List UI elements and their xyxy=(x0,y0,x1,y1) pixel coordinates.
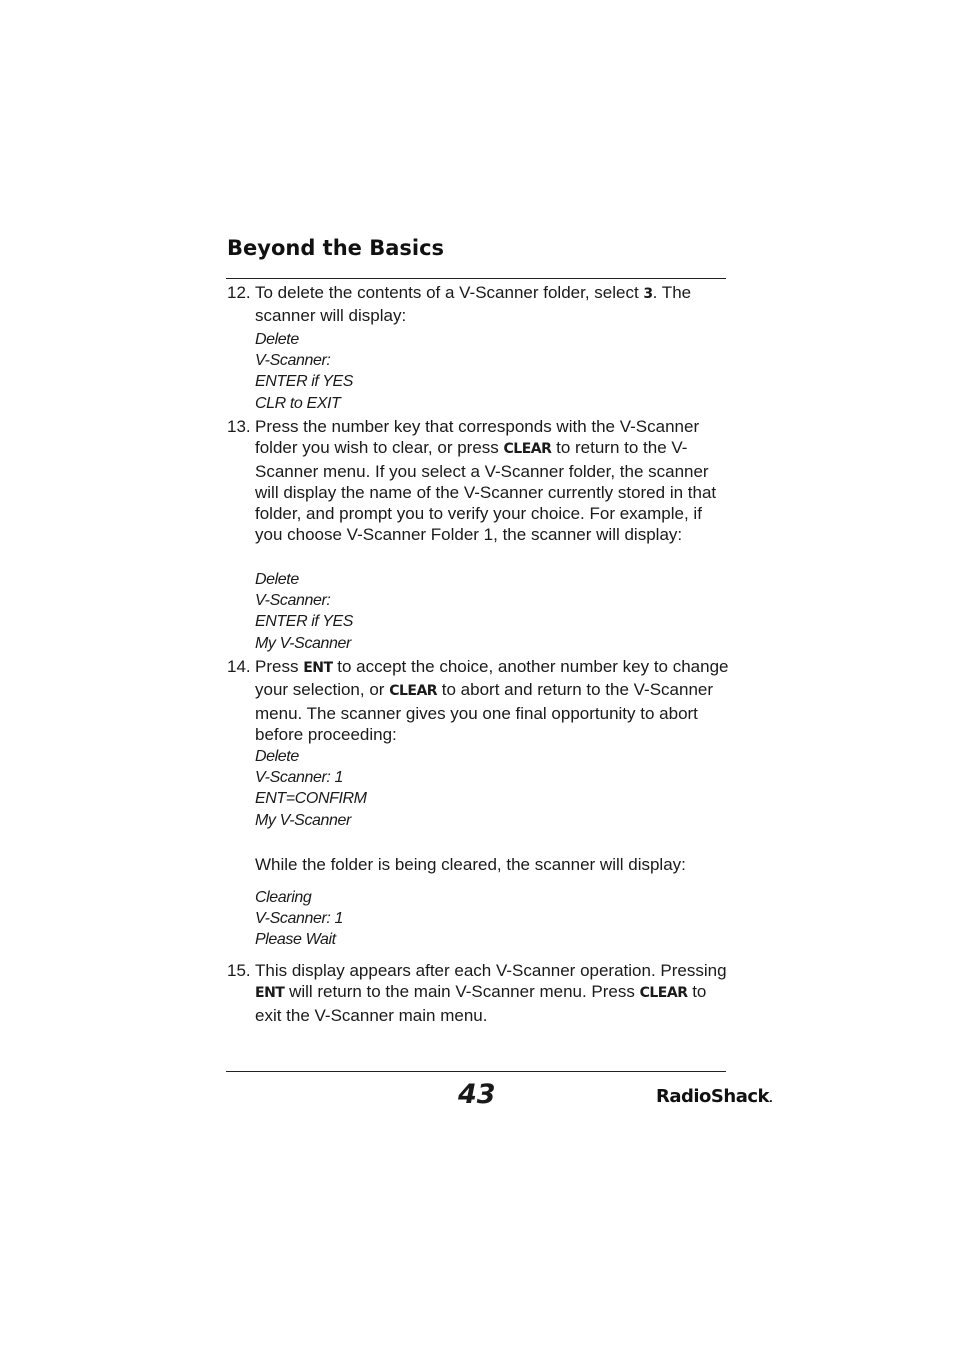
display-line: V-Scanner: xyxy=(255,592,331,610)
key-label: CLEAR xyxy=(389,683,438,700)
display-line: CLR to EXIT xyxy=(255,394,341,412)
display-line: Please Wait xyxy=(255,931,336,949)
radioshack-logo: RadioShack. xyxy=(656,1086,773,1107)
key-label: ENT xyxy=(255,985,285,1002)
key-label: ENT xyxy=(303,660,333,676)
display-line: My V-Scanner xyxy=(255,634,351,652)
display-screen xyxy=(255,569,353,654)
header-rule xyxy=(226,278,726,279)
display-screen xyxy=(255,887,343,951)
footer-rule xyxy=(226,1071,726,1072)
display-line: V-Scanner: 1 xyxy=(255,769,343,787)
display-line: V-Scanner: 1 xyxy=(255,910,343,928)
display-line: ENTER if YES xyxy=(255,373,354,391)
page-number: 43 xyxy=(458,1079,496,1110)
step-number: 14. xyxy=(227,657,251,676)
display-line: My V-Scanner xyxy=(255,811,351,829)
display-line: Delete xyxy=(255,331,299,348)
display-line: Delete xyxy=(255,571,299,588)
step-note: While the folder is being cleared, the scanner will display: xyxy=(255,855,686,874)
display-screen xyxy=(255,329,353,414)
key-label: CLEAR xyxy=(639,985,688,1002)
display-line: Clearing xyxy=(255,889,312,906)
step-number: 15. xyxy=(227,961,251,980)
step-number: 13. xyxy=(227,417,251,436)
key-label: 3 xyxy=(643,286,653,302)
key-label: CLEAR xyxy=(503,441,552,458)
display-line: Delete xyxy=(255,748,299,765)
step-text: Press the number key that corresponds with the V-Scanner folder you wish to clear, or press CLEAR to return to the V-Scanner menu. If you select a V-Scanner folder, the scanner will display the name of the V-Scanner currently stored in that folder, and prompt you to verify your choice. For example, if you choose V-Scanner Folder 1, the scanner will display: xyxy=(255,417,717,545)
step-text: This display appears after each V-Scanner operation. Pressing ENT will return to the main V-Scanner menu. Press CLEAR to exit the V-Scanner main menu. xyxy=(255,961,727,1025)
step-text: Press ENT to accept the choice, another number key to change your selection, or CLEAR to abort and return to the V-Scanner menu. The scanner gives you one final opportunity to abort before proceeding: xyxy=(255,657,729,744)
step-number: 12. xyxy=(227,283,251,302)
display-line: ENT=CONFIRM xyxy=(255,790,367,808)
display-line: ENTER if YES xyxy=(255,613,354,631)
section-title: Beyond the Basics xyxy=(227,236,445,260)
display-line: V-Scanner: xyxy=(255,352,331,370)
step-text: To delete the contents of a V-Scanner folder, select 3. The scanner will display: xyxy=(255,283,692,326)
display-screen xyxy=(255,746,367,831)
